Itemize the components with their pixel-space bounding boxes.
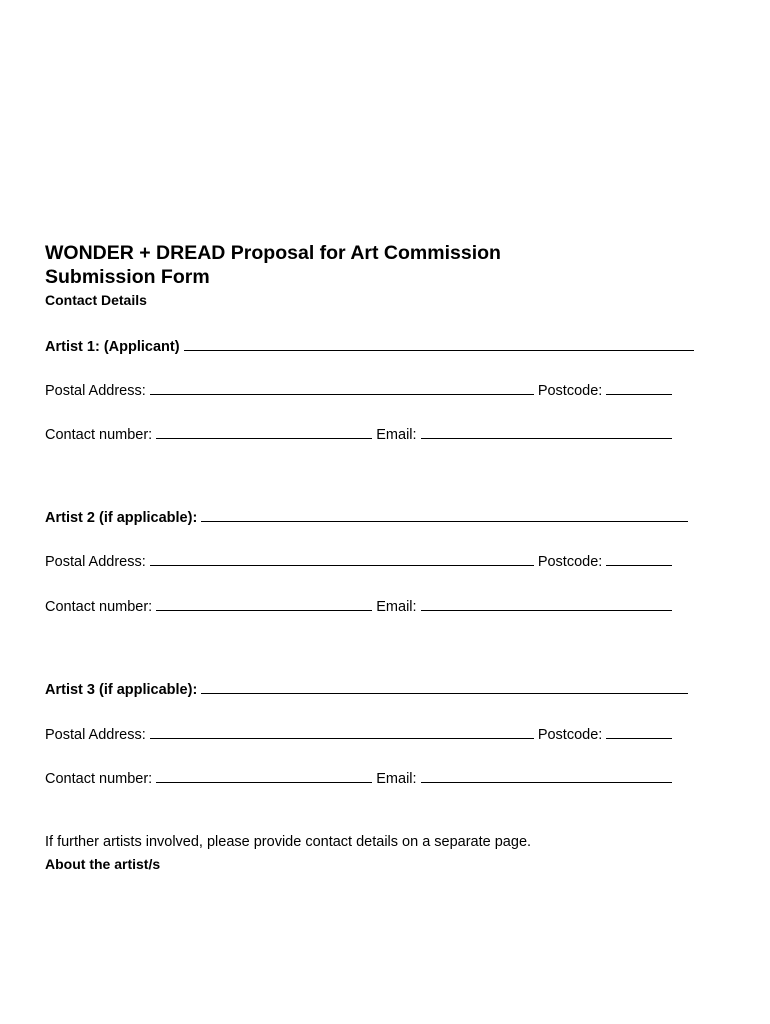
artist-2-contact-row bbox=[45, 597, 672, 616]
artist-2-contact-label: Contact number: bbox=[45, 599, 153, 615]
artist-3-postcode-field[interactable] bbox=[606, 725, 672, 739]
artist-3-email-field[interactable] bbox=[421, 769, 672, 783]
artist-2-postal-field[interactable] bbox=[150, 552, 534, 566]
artist-2-postal-label: Postal Address: bbox=[45, 554, 146, 570]
artist-3-postal-field[interactable] bbox=[150, 725, 534, 739]
artist-3-contact-label: Contact number: bbox=[45, 771, 153, 787]
artist-1-contact-field[interactable] bbox=[156, 425, 372, 439]
artist-1-postcode-label: Postcode: bbox=[537, 383, 603, 399]
about-artists-heading: About the artist/s bbox=[45, 856, 161, 872]
artist-2-name-field[interactable] bbox=[201, 508, 688, 522]
artist-2-email-label: Email: bbox=[376, 599, 417, 615]
artist-1-postcode-field[interactable] bbox=[606, 381, 672, 395]
artist-3-name-field[interactable] bbox=[201, 680, 688, 694]
artist-2-name-row bbox=[45, 508, 688, 527]
artist-2-email-field[interactable] bbox=[421, 597, 672, 611]
artist-1-name-field[interactable] bbox=[184, 337, 694, 351]
artist-1-address-row bbox=[45, 381, 672, 400]
artist-3-postcode-label: Postcode: bbox=[537, 727, 603, 743]
further-artists-note: If further artists involved, please provide contact details on a separate page. bbox=[45, 834, 532, 850]
artist-3-address-row bbox=[45, 725, 672, 744]
artist-1-email-field[interactable] bbox=[421, 425, 672, 439]
artist-1-email-label: Email: bbox=[376, 427, 417, 443]
artist-1-label: Artist 1: (Applicant) bbox=[45, 339, 180, 355]
artist-3-email-label: Email: bbox=[376, 771, 417, 787]
artist-3-postal-label: Postal Address: bbox=[45, 727, 146, 743]
artist-2-address-row bbox=[45, 552, 672, 571]
artist-2-label: Artist 2 (if applicable): bbox=[45, 510, 198, 526]
artist-1-postal-label: Postal Address: bbox=[45, 383, 146, 399]
artist-1-contact-label: Contact number: bbox=[45, 427, 153, 443]
artist-3-label: Artist 3 (if applicable): bbox=[45, 682, 198, 698]
artist-2-contact-field[interactable] bbox=[156, 597, 372, 611]
title-line-1: WONDER + DREAD Proposal for Art Commission bbox=[45, 242, 501, 264]
artist-2-postcode-field[interactable] bbox=[606, 552, 672, 566]
artist-3-name-row bbox=[45, 680, 688, 699]
artist-3-contact-field[interactable] bbox=[156, 769, 372, 783]
document-title bbox=[45, 241, 501, 289]
artist-1-postal-field[interactable] bbox=[150, 381, 534, 395]
artist-3-contact-row bbox=[45, 769, 672, 788]
artist-2-postcode-label: Postcode: bbox=[537, 554, 603, 570]
artist-1-contact-row bbox=[45, 425, 672, 444]
contact-details-heading: Contact Details bbox=[45, 292, 147, 308]
artist-1-name-row bbox=[45, 337, 694, 356]
title-line-2: Submission Form bbox=[45, 266, 210, 288]
